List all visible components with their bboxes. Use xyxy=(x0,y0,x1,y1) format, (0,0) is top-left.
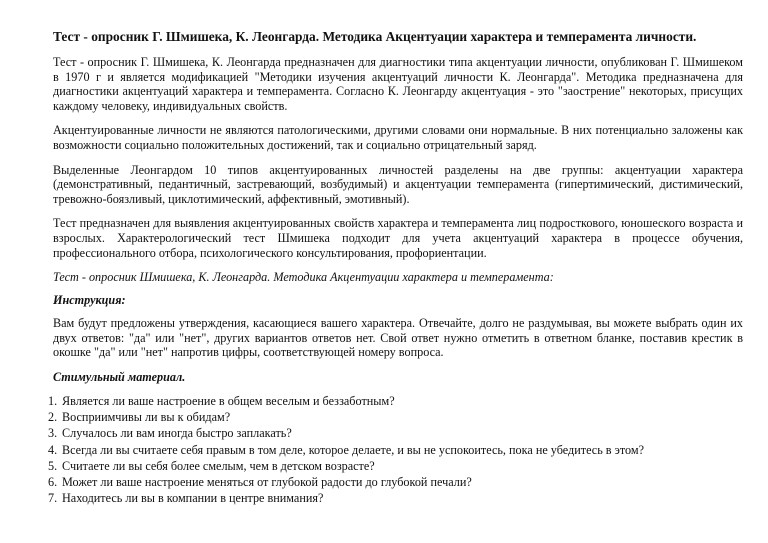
question-number: 4. xyxy=(48,442,58,457)
question-number: 5. xyxy=(48,458,58,473)
purpose-paragraph: Тест предназначен для выявления акцентуированных свойств характера и темперамента лиц подросткового, юношеского возраста и взрослых. Характерологический тест Шмишека подходит для учета акцентуаций характера в процессе обучения, профессионального отбора, психологического консультирования, профориентации. xyxy=(53,216,743,260)
list-item xyxy=(48,490,743,506)
list-item xyxy=(48,458,743,474)
method-subtitle: Тест - опросник Шмишека, К. Леонгарда. Методика Акцентуации характера и темперамента: xyxy=(53,270,554,285)
list-item xyxy=(48,442,743,458)
instruction-text: Вам будут предложены утверждения, касающиеся вашего характера. Отвечайте, долго не раздумывая, вы можете выбрать один их двух ответов: "да" или "нет", других вариантов ответов нет. Свой ответ нужно отметить в ответном бланке, поставив крестик в окошке "да" или "нет" напротив цифры, соответствующей номеру вопроса. xyxy=(53,316,743,360)
question-text: Случалось ли вам иногда быстро заплакать? xyxy=(62,426,292,441)
page-title: Тест - опросник Г. Шмишека, К. Леонгарда. Методика Акцентуации характера и темперамента личности. xyxy=(53,29,697,44)
question-number: 1. xyxy=(48,393,58,408)
intro-paragraph: Тест - опросник Г. Шмишека, К. Леонгарда предназначен для диагностики типа акцентуации личности, опубликован Г. Шмишеком в 1970 г и является модификацией "Методики изучения акцентуаций личности К. Леонгарда". Методика предназначена для диагностики акцентуаций характера и темперамента. Согласно К. Леонгарду акцентуация - это "заострение" некоторых, присущих каждому человеку, индивидуальных свойств. xyxy=(53,55,743,113)
stimulus-heading: Стимульный материал. xyxy=(53,369,186,384)
question-text: Является ли ваше настроение в общем веселым и беззаботным? xyxy=(62,393,395,408)
instruction-heading: Инструкция: xyxy=(53,293,126,308)
question-number: 3. xyxy=(48,426,58,441)
question-text: Может ли ваше настроение меняться от глубокой радости до глубокой печали? xyxy=(62,474,472,489)
list-item xyxy=(48,409,743,425)
question-number: 7. xyxy=(48,491,58,506)
question-text: Восприимчивы ли вы к обидам? xyxy=(62,410,231,425)
list-item xyxy=(48,474,743,490)
list-item xyxy=(48,393,743,409)
accentuation-paragraph: Акцентуированные личности не являются патологическими, другими словами они нормальные. В них потенциально заложены как возможности социально положительных достижений, так и социально отрицательный заряд. xyxy=(53,123,743,152)
question-text: Находитесь ли вы в компании в центре внимания? xyxy=(62,491,324,506)
question-text: Считаете ли вы себя более смелым, чем в детском возрасте? xyxy=(62,458,375,473)
types-paragraph: Выделенные Леонгардом 10 типов акцентуированных личностей разделены на две группы: акцентуации характера (демонстративный, педантичный, застревающий, возбудимый) и акцентуации темперамента (гипертимический, дистимический, тревожно-боязливый, циклотимический, аффективный, эмотивный). xyxy=(53,162,743,206)
question-number: 6. xyxy=(48,474,58,489)
question-number: 2. xyxy=(48,410,58,425)
question-text: Всегда ли вы считаете себя правым в том деле, которое делаете, и вы не успокоитесь, пока не убедитесь в этом? xyxy=(62,442,644,457)
list-item xyxy=(48,425,743,441)
question-list xyxy=(48,393,743,506)
document-page xyxy=(48,28,743,506)
